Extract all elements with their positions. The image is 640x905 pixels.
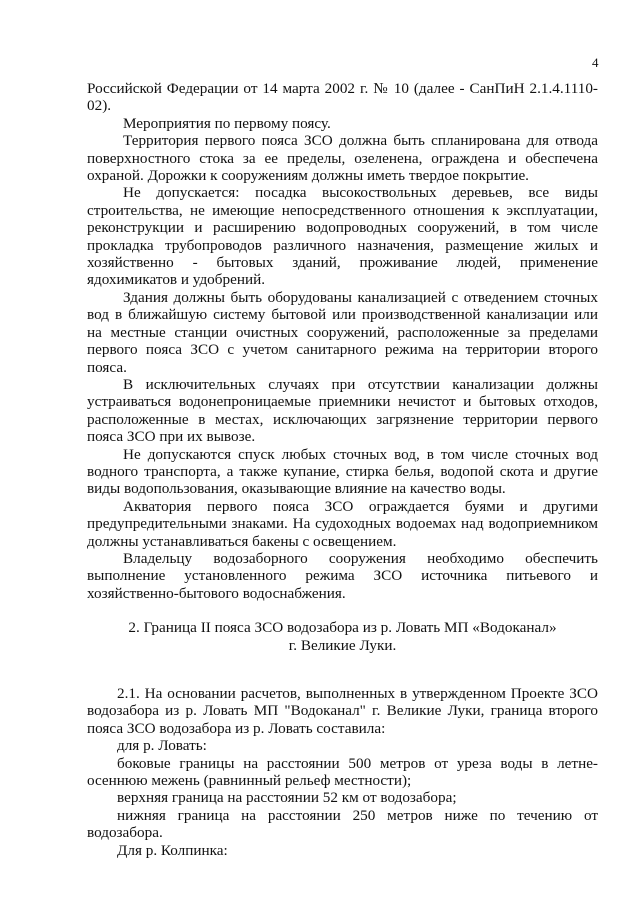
section-heading bbox=[87, 619, 598, 654]
paragraph-buildings-sewerage: Здания должны быть оборудованы канализацией с отведением сточных вод в ближайшую систему бытовой или производственной канализации или на местные станции очистных сооружений, расположенные за пределами первого пояса ЗСО с учетом санитарного режима на территории второго пояса. bbox=[87, 288, 598, 376]
paragraph-first-belt-measures: Мероприятия по первому поясу. bbox=[123, 114, 331, 132]
paragraph-for-kolpinka: Для р. Колпинка: bbox=[117, 841, 228, 859]
paragraph-section-2-1: 2.1. На основании расчетов, выполненных в утвержденном Проекте ЗСО водозабора из р. Ловать МП "Водоканал" г. Великие Луки, граница второго пояса ЗСО водозабора из р. Ловать составила: bbox=[87, 685, 598, 737]
paragraph-first-belt-territory: Территория первого пояса ЗСО должна быть спланирована для отвода поверхностного стока за ее пределы, озеленена, ограждена и обеспечена охраной. Дорожки к сооружениям должны иметь твердое покрытие. bbox=[87, 132, 598, 185]
paragraph-wastewater-prohibition: Не допускаются спуск любых сточных вод, в том числе сточных вод водного транспорта, а также купание, стирка белья, водопой скота и другие виды водопользования, оказывающие влияние на качество воды. bbox=[87, 445, 598, 498]
paragraph-upper-boundary: верхняя граница на расстоянии 52 км от водозабора; bbox=[117, 789, 457, 807]
paragraph-prohibited-activities: Не допускается: посадка высокоствольных деревьев, все виды строительства, не имеющие непосредственного отношения к эксплуатации, реконструкции и расширению водопроводных сооружений, в том числе прокладка трубопроводов различного назначения, размещение жилых и хозяйственно - бытовых зданий, проживание людей, применение ядохимикатов и удобрений. bbox=[87, 184, 598, 289]
section-heading-line-2: г. Великие Луки. bbox=[288, 636, 397, 654]
paragraph-continuation: Российской Федерации от 14 марта 2002 г. № 10 (далее - СанПиН 2.1.4.1110-02). bbox=[87, 80, 598, 115]
section-heading-line-1: 2. Граница II пояса ЗСО водозабора из р. Ловать МП «Водоканал» bbox=[128, 619, 557, 637]
paragraph-for-lovat: для р. Ловать: bbox=[117, 737, 207, 755]
page-number: 4 bbox=[592, 55, 599, 70]
paragraph-exceptional-cases: В исключительных случаях при отсутствии канализации должны устраиваться водонепроницаемые приемники нечистот и бытовых отходов, расположенные в местах, исключающих загрязнение территории первого пояса ЗСО при их вывозе. bbox=[87, 375, 598, 446]
paragraph-side-boundaries: боковые границы на расстоянии 500 метров от уреза воды в летне-осеннюю межень (равнинный рельеф местности); bbox=[87, 754, 598, 790]
paragraph-water-area-buoys: Акватория первого пояса ЗСО ограждается буями и другими предупредительными знаками. На судоходных водоемах над водоприемником должны устанавливаться бакены с освещением. bbox=[87, 497, 598, 550]
document-body bbox=[87, 80, 598, 859]
paragraph-lower-boundary: нижняя граница на расстоянии 250 метров ниже по течению от водозабора. bbox=[87, 806, 598, 842]
paragraph-owner-obligations: Владельцу водозаборного сооружения необходимо обеспечить выполнение установленного режима ЗСО источника питьевого и хозяйственно-бытового водоснабжения. bbox=[87, 549, 598, 602]
